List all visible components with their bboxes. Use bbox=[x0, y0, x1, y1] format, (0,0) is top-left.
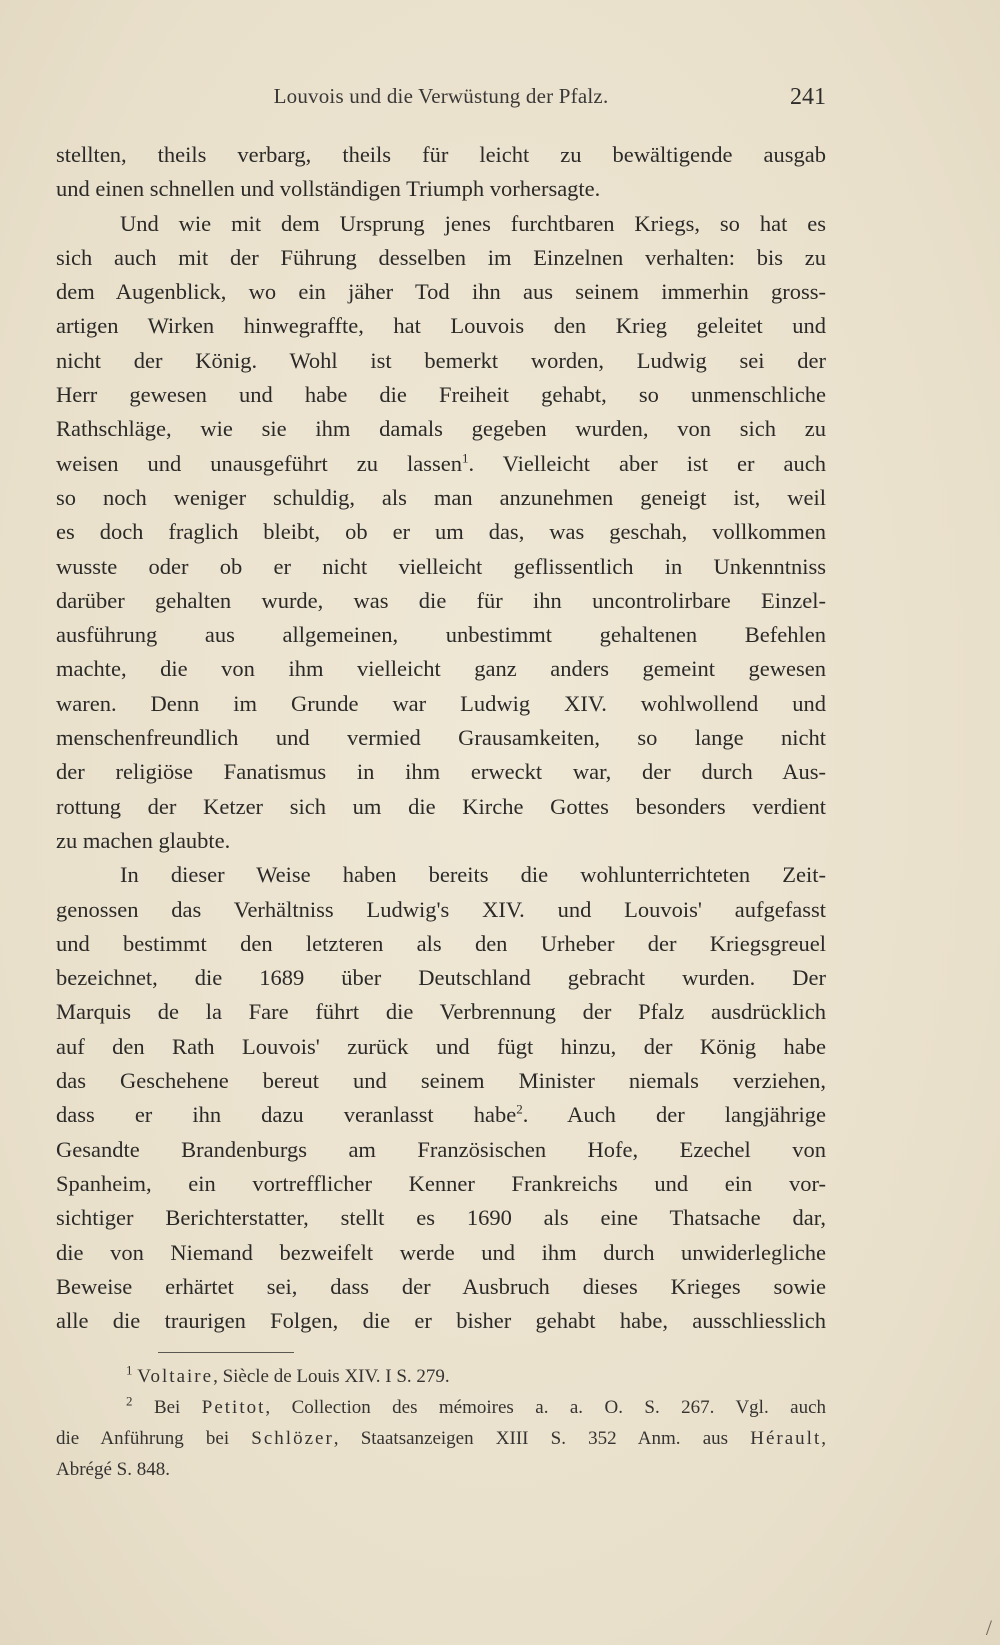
text-line: Gesandte Brandenburgs am Französischen Hofe, Ezechel von bbox=[56, 1136, 826, 1162]
footnote-author: Petitot bbox=[201, 1397, 266, 1418]
text-line: die von Niemand bezweifelt werde und ihm durch unwiderlegliche bbox=[56, 1239, 826, 1265]
footnote-marker: 2 bbox=[126, 1393, 133, 1409]
footnote-1 bbox=[56, 1361, 826, 1392]
text-segment: weisen und unausgeführt zu lassen bbox=[56, 450, 462, 476]
footnote-author: Voltaire bbox=[137, 1366, 214, 1387]
text-line: waren. Denn im Grunde war Ludwig XIV. wohlwollend und bbox=[56, 690, 826, 716]
text-line: stellten, theils verbarg, theils für leicht zu bewältigende ausgab bbox=[56, 142, 826, 167]
corner-mark: / bbox=[985, 1615, 992, 1640]
footnotes bbox=[56, 1361, 826, 1485]
paragraph-start-line: Und wie mit dem Ursprung jenes furchtbaren Kriegs, so hat es bbox=[120, 210, 826, 236]
footnote-text: die Anführung bei bbox=[56, 1428, 252, 1449]
text-line: darüber gehalten wurde, was die für ihn uncontrolirbare Einzel- bbox=[56, 587, 826, 613]
text-line: artigen Wirken hinwegraffte, hat Louvois den Krieg geleitet und bbox=[56, 313, 826, 339]
text-line: der religiöse Fanatismus in ihm erweckt war, der durch Aus- bbox=[56, 759, 826, 785]
text-line: Rathschläge, wie sie ihm damals gegeben wurden, von sich zu bbox=[56, 416, 826, 442]
text-segment: dass er ihn dazu veranlasst habe bbox=[56, 1102, 517, 1128]
text-line: Beweise erhärtet sei, dass der Ausbruch dieses Krieges sowie bbox=[56, 1273, 826, 1299]
text-line: das Geschehene bereut und seinem Minister niemals verziehen, bbox=[56, 1068, 826, 1094]
text-line: Marquis de la Fare führt die Verbrennung der Pfalz ausdrücklich bbox=[56, 999, 826, 1025]
footnote-2-end: Abrégé S. 848. bbox=[56, 1459, 170, 1480]
text-line-with-footnote-ref bbox=[56, 1098, 826, 1132]
text-line: Herr gewesen und habe die Freiheit gehabt, so unmenschliche bbox=[56, 382, 826, 408]
text-line: machte, die von ihm vielleicht ganz anders gemeint gewesen bbox=[56, 656, 826, 682]
text-line: alle die traurigen Folgen, die er bisher gehabt habe, ausschliesslich bbox=[56, 1308, 826, 1334]
text-line: so noch weniger schuldig, als man anzunehmen geneigt ist, weil bbox=[56, 484, 826, 510]
text-line: es doch fraglich bleibt, ob er um das, was geschah, vollkommen bbox=[56, 519, 826, 545]
footnote-author: Hérault bbox=[750, 1428, 822, 1449]
text-line: auf den Rath Louvois' zurück und fügt hinzu, der König habe bbox=[56, 1033, 826, 1059]
text-line: Spanheim, ein vortrefflicher Kenner Frankreichs und ein vor- bbox=[56, 1170, 826, 1196]
text-line: und bestimmt den letzteren als den Urheber der Kriegsgreuel bbox=[56, 930, 826, 956]
text-line: genossen das Verhältniss Ludwig's XIV. und Louvois' aufgefasst bbox=[56, 896, 826, 922]
page-number: 241 bbox=[790, 84, 826, 110]
footnote-text: , bbox=[821, 1428, 826, 1449]
paragraph-start-line: In dieser Weise haben bereits die wohlunterrichteten Zeit- bbox=[120, 862, 826, 888]
text-line-with-footnote-ref bbox=[56, 447, 826, 481]
footnote-ref-2[interactable]: 2 bbox=[516, 1101, 523, 1117]
text-line: bezeichnet, die 1689 über Deutschland gebracht wurden. Der bbox=[56, 965, 826, 991]
text-line: ausführung aus allgemeinen, unbestimmt gehaltenen Befehlen bbox=[56, 622, 826, 648]
footnote-marker: 1 bbox=[126, 1362, 133, 1378]
footnote-text: , Collection des mémoires a. a. O. S. 267. Vgl. auch bbox=[265, 1397, 827, 1418]
footnote-divider bbox=[158, 1352, 294, 1353]
text-line: sich auch mit der Führung desselben im Einzelnen verhalten: bis zu bbox=[56, 244, 826, 270]
footnote-2 bbox=[56, 1392, 826, 1423]
text-line: zu machen glaubte. bbox=[56, 827, 231, 853]
footnote-text: Bei bbox=[153, 1397, 202, 1418]
text-line: sichtiger Berichterstatter, stellt es 1690 als eine Thatsache dar, bbox=[56, 1205, 826, 1231]
page-header bbox=[56, 84, 826, 118]
text-line: nicht der König. Wohl ist bemerkt worden, Ludwig sei der bbox=[56, 347, 826, 373]
footnote-author: Schlözer bbox=[251, 1428, 334, 1449]
text-segment: . Vielleicht aber ist er auch bbox=[468, 450, 826, 476]
text-line: wusste oder ob er nicht vielleicht geflissentlich in Unkenntniss bbox=[56, 553, 826, 579]
text-line: rottung der Ketzer sich um die Kirche Gottes besonders verdient bbox=[56, 793, 826, 819]
text-line: und einen schnellen und vollständigen Triumph vorhersagte. bbox=[56, 176, 601, 202]
main-text bbox=[56, 138, 826, 1338]
footnote-text: , Siècle de Louis XIV. I S. 279. bbox=[213, 1366, 450, 1387]
text-line: menschenfreundlich und vermied Grausamkeiten, so lange nicht bbox=[56, 725, 826, 751]
text-segment: . Auch der langjährige bbox=[522, 1102, 826, 1128]
footnote-text: , Staatsanzeigen XIII S. 352 Anm. aus bbox=[333, 1428, 751, 1449]
text-line: dem Augenblick, wo ein jäher Tod ihn aus seinem immerhin gross- bbox=[56, 279, 826, 305]
running-title: Louvois und die Verwüstung der Pfalz. bbox=[273, 84, 609, 108]
footnote-ref-1[interactable]: 1 bbox=[461, 450, 469, 466]
footnote-2-continued bbox=[56, 1423, 826, 1454]
